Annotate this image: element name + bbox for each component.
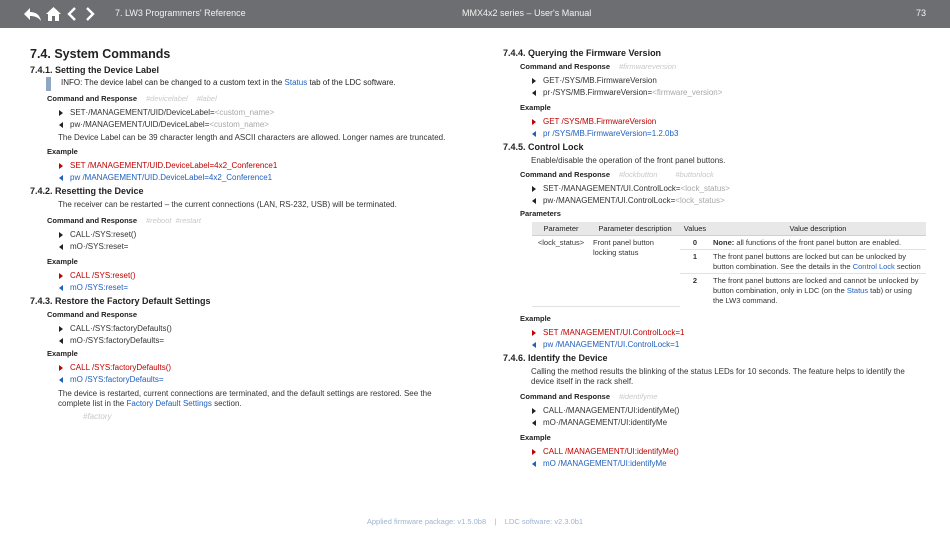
manual-title: MMX4x2 series – User's Manual [462, 8, 592, 18]
description-text-post: section. [211, 399, 242, 408]
info-text-post: tab of the LDC software. [307, 78, 396, 87]
column-header: Value description [710, 222, 926, 235]
tag-label[interactable]: #label [196, 94, 217, 103]
response-text: pw·/MANAGEMENT/UID/DeviceLabel= [70, 120, 210, 129]
command-response-label [30, 215, 460, 227]
column-header: Parameter description [590, 222, 680, 235]
command-line [503, 75, 928, 87]
arrow-right-icon [59, 273, 63, 279]
device-label-description: The Device Label can be 39 character length and ASCII characters are allowed. Longer names are truncated. [58, 133, 446, 142]
label-text: Command and Response [47, 216, 138, 225]
command-parameter: <custom_name> [214, 108, 275, 117]
response-text: pw·/MANAGEMENT/UI.ControlLock= [543, 196, 676, 205]
command-line [503, 183, 928, 195]
tag-restart[interactable]: #restart [175, 216, 201, 225]
heading-identify-device: 7.4.6. Identify the Device [503, 353, 608, 363]
example-label: Example [47, 257, 78, 266]
arrow-right-icon [59, 232, 63, 238]
next-icon[interactable] [84, 6, 96, 22]
column-header: Parameter [532, 222, 590, 235]
response-parameter: <lock_status> [675, 196, 725, 205]
example-command-text: GET /SYS/MB.FirmwareVersion [543, 117, 657, 126]
example-response-text: mO /SYS:reset= [70, 283, 129, 292]
example-response [30, 282, 460, 294]
response-text: pr·/SYS/MB.FirmwareVersion= [543, 88, 653, 97]
example-response [503, 339, 928, 351]
reset-description: The receiver can be restarted – the current connections (LAN, RS-232, USB) will be terminated. [58, 200, 397, 209]
example-label: Example [47, 349, 78, 358]
label-text: Command and Response [47, 94, 138, 103]
arrow-left-icon [532, 461, 536, 467]
value-cell: 1 [680, 249, 710, 273]
command-response-label: Command and Response [47, 310, 138, 319]
section-title-system-commands: 7.4. System Commands [30, 47, 171, 61]
factory-defaults-description [30, 389, 460, 409]
value-description-text: The front panel buttons are locked and cannot be unlocked by button combination, only in LDC (on the [713, 275, 919, 295]
value-description-bold: None: [713, 237, 735, 247]
label-text: Command and Response [520, 392, 611, 401]
example-command [30, 160, 460, 172]
arrow-left-icon [59, 244, 63, 250]
arrow-right-icon [59, 365, 63, 371]
example-command [30, 270, 460, 282]
arrow-left-icon [59, 338, 63, 344]
example-command-text: CALL /SYS:reset() [70, 271, 136, 280]
table-row [532, 235, 926, 249]
command-line [503, 405, 928, 417]
command-response-label [503, 169, 928, 181]
command-text: SET·/MANAGEMENT/UI.ControlLock= [543, 184, 681, 193]
arrow-left-icon [532, 90, 536, 96]
identify-description: Calling the method results the blinking of the status LEDs for 10 seconds. The feature helps to identify the device itself in the rack shelf. [531, 367, 905, 386]
heading-device-label: 7.4.1. Setting the Device Label [30, 65, 160, 75]
example-response-text: pr /SYS/MB.FirmwareVersion=1.2.0b3 [543, 129, 679, 138]
example-command [30, 362, 460, 374]
command-parameter: <lock_status> [680, 184, 730, 193]
heading-factory-defaults: 7.4.3. Restore the Factory Default Settings [30, 296, 211, 306]
example-label: Example [520, 433, 551, 442]
left-column [30, 44, 460, 422]
heading-resetting-device: 7.4.2. Resetting the Device [30, 186, 144, 196]
heading-firmware-version: 7.4.4. Querying the Firmware Version [503, 48, 662, 58]
tag-lockbutton[interactable]: #lockbutton [619, 170, 658, 179]
chapter-title: 7. LW3 Programmers' Reference [115, 8, 246, 18]
arrow-left-icon [59, 175, 63, 181]
command-line [30, 107, 460, 119]
response-text: mO·/SYS:reset= [70, 242, 129, 251]
parameters-table [532, 222, 926, 307]
response-line [30, 119, 460, 131]
example-command-text: CALL /MANAGEMENT/UI:identifyMe() [543, 447, 679, 456]
response-line [503, 417, 928, 429]
value-description [710, 235, 926, 249]
arrow-left-icon [532, 198, 536, 204]
right-column [503, 44, 928, 470]
arrow-right-icon [532, 78, 536, 84]
example-response [503, 458, 928, 470]
example-response-text: mO /MANAGEMENT/UI:identifyMe [543, 459, 667, 468]
example-command-text: SET /MANAGEMENT/UID.DeviceLabel=4x2_Conference1 [70, 161, 278, 170]
arrow-right-icon [59, 163, 63, 169]
command-response-label [503, 391, 928, 403]
status-tab-link[interactable]: Status [284, 78, 308, 87]
example-command-text: SET /MANAGEMENT/UI.ControlLock=1 [543, 328, 685, 337]
arrow-right-icon [532, 408, 536, 414]
example-response [503, 128, 928, 140]
heading-control-lock: 7.4.5. Control Lock [503, 142, 584, 152]
tag-factory[interactable]: #factory [83, 412, 112, 421]
example-response [30, 374, 460, 386]
value-cell: 0 [680, 235, 710, 249]
command-text: SET·/MANAGEMENT/UID/DeviceLabel= [70, 108, 215, 117]
response-parameter: <firmware_version> [652, 88, 723, 97]
command-text: GET·/SYS/MB.FirmwareVersion [543, 76, 657, 85]
tag-devicelabel[interactable]: #devicelabel [146, 94, 188, 103]
example-response-text: pw /MANAGEMENT/UID.DeviceLabel=4x2_Conference1 [70, 173, 273, 182]
command-text: CALL·/SYS:reset() [70, 230, 137, 239]
response-text: mO·/MANAGEMENT/UI:identifyMe [543, 418, 668, 427]
response-line [503, 195, 928, 207]
example-command [503, 327, 928, 339]
tag-identifyme[interactable]: #identifyme [619, 392, 658, 401]
description-text-pre: The device is restarted, current connections are terminated, and the default settings are restored. See the complete list in the [58, 389, 432, 408]
response-line [503, 87, 928, 99]
info-note [46, 77, 460, 91]
response-line [30, 241, 460, 253]
value-cell: 2 [692, 275, 698, 285]
example-label: Example [520, 103, 551, 112]
example-response-text: pw /MANAGEMENT/UI.ControlLock=1 [543, 340, 680, 349]
value-description-text: tab) or using the LW3 command. [713, 285, 912, 305]
tag-reboot[interactable]: #reboot [146, 216, 172, 225]
example-label: Example [520, 314, 551, 323]
footer [0, 517, 950, 526]
page-number: 73 [915, 8, 926, 18]
column-header: Values [680, 222, 710, 235]
arrow-right-icon [532, 330, 536, 336]
arrow-left-icon [532, 420, 536, 426]
example-command [503, 446, 928, 458]
home-icon[interactable] [45, 6, 62, 22]
arrow-left-icon [59, 285, 63, 291]
table-header-row [532, 222, 926, 235]
parameters-label: Parameters [520, 209, 561, 218]
arrow-right-icon [59, 326, 63, 332]
value-description-text: all functions of the front panel button are enabled. [734, 237, 902, 247]
command-line [30, 323, 460, 335]
arrow-left-icon [59, 122, 63, 128]
tag-firmwareversion[interactable]: #firmwareversion [619, 62, 677, 71]
label-text: Command and Response [520, 62, 611, 71]
example-command [503, 116, 928, 128]
control-lock-description: Enable/disable the operation of the front panel buttons. [531, 156, 726, 165]
command-line [30, 229, 460, 241]
example-response-text: mO /SYS:factoryDefaults= [70, 375, 164, 384]
example-response [30, 172, 460, 184]
arrow-left-icon [532, 131, 536, 137]
footer-text: Applied firmware package: v1.5.0b8 | LDC software: v2.3.0b1 [366, 517, 584, 526]
top-bar [0, 0, 950, 28]
response-line [30, 335, 460, 347]
tag-buttonlock[interactable]: #buttonlock [675, 170, 714, 179]
arrow-right-icon [532, 449, 536, 455]
prev-icon[interactable] [66, 6, 78, 22]
arrow-right-icon [59, 110, 63, 116]
parameter-description: Front panel button locking status [590, 235, 680, 307]
arrow-left-icon [59, 377, 63, 383]
back-icon[interactable] [23, 6, 42, 22]
value-description [710, 273, 926, 307]
label-text: Command and Response [520, 170, 611, 179]
info-text-pre: INFO: The device label can be changed to a custom text in the [61, 78, 285, 87]
arrow-right-icon [532, 186, 536, 192]
value-description-text: section [894, 261, 921, 271]
response-text: mO·/SYS:factoryDefaults= [70, 336, 165, 345]
command-text: CALL·/SYS:factoryDefaults() [70, 324, 172, 333]
example-label: Example [47, 147, 78, 156]
control-lock-link[interactable]: Control Lock [852, 261, 895, 271]
arrow-left-icon [532, 342, 536, 348]
status-tab-link[interactable]: Status [846, 285, 869, 295]
value-description-text: The front panel buttons are locked but can be unlocked by button combination. See the details in the [713, 251, 907, 271]
command-text: CALL·/MANAGEMENT/UI:identifyMe() [543, 406, 680, 415]
command-response-label [503, 61, 928, 73]
parameter-name: <lock_status> [532, 235, 590, 307]
value-description [710, 249, 926, 273]
response-parameter: <custom_name> [209, 120, 269, 129]
arrow-right-icon [532, 119, 536, 125]
command-response-label [30, 93, 460, 105]
factory-default-settings-link[interactable]: Factory Default Settings [126, 399, 212, 408]
example-command-text: CALL /SYS:factoryDefaults() [70, 363, 172, 372]
